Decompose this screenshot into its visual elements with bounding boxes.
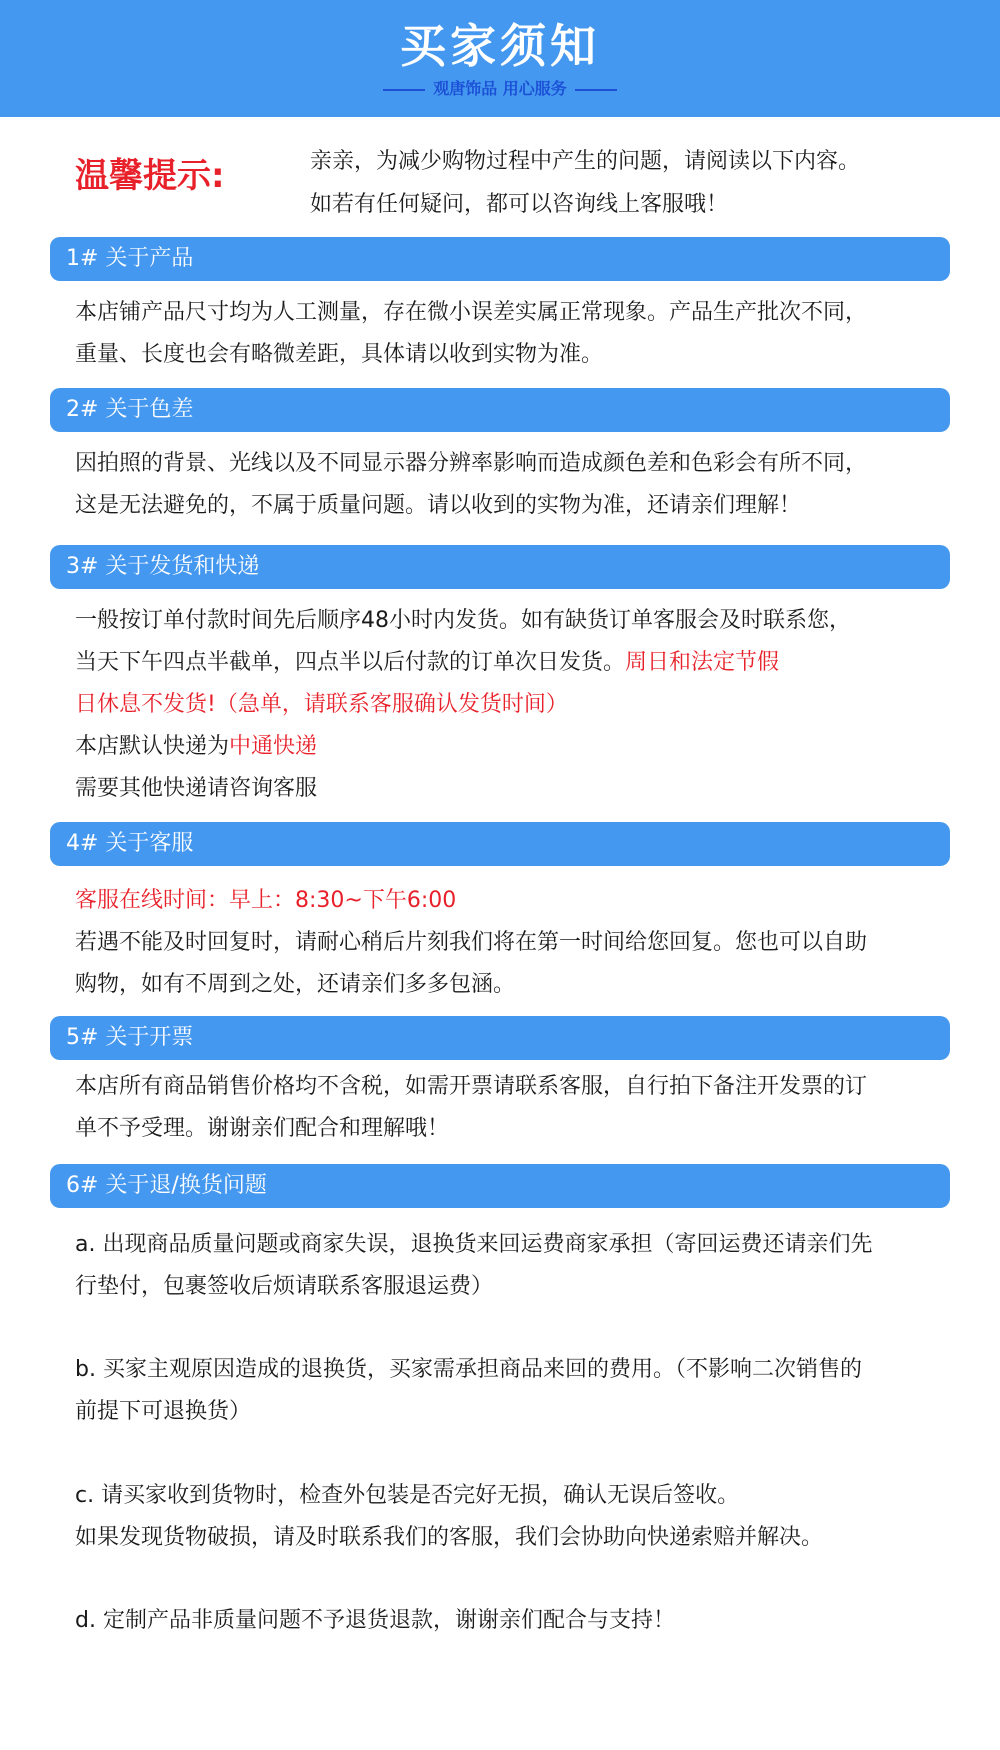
body-line: d. 定制产品非质量问题不予退货退款，谢谢亲们配合与支持！ bbox=[75, 1608, 675, 1633]
body-line: 因拍照的背景、光线以及不同显示器分辨率影响而造成颜色差和色彩会有所不同， bbox=[75, 451, 868, 476]
returns-item-a bbox=[75, 1224, 955, 1308]
body-line: 单不予受理。谢谢亲们配合和理解哦！ bbox=[75, 1116, 450, 1141]
section-header-returns: 6# 关于退/换货问题 bbox=[50, 1164, 950, 1208]
holiday-notice-cont: 日休息不发货!（急单，请联系客服确认发货时间） bbox=[75, 692, 568, 717]
subtitle-text: 观唐饰品 用心服务 bbox=[433, 79, 567, 98]
section-body-product bbox=[75, 292, 955, 376]
tip-text bbox=[310, 140, 860, 226]
section-header-shipping: 3# 关于发货和快递 bbox=[50, 545, 950, 589]
courier-name: 中通快递 bbox=[229, 734, 318, 759]
body-line: 重量、长度也会有略微差距，具体请以收到实物为准。 bbox=[75, 342, 604, 367]
body-line bbox=[75, 642, 955, 684]
tip-line: 如若有任何疑问，都可以咨询线上客服哦！ bbox=[310, 192, 729, 217]
tip-label: 温馨提示: bbox=[75, 156, 225, 196]
body-line: 本店所有商品销售价格均不含税，如需开票请联系客服，自行拍下备注开发票的订 bbox=[75, 1074, 868, 1099]
section-body-invoice bbox=[75, 1066, 955, 1150]
returns-item-c bbox=[75, 1475, 955, 1559]
body-text: 当天下午四点半截单，四点半以后付款的订单次日发货。 bbox=[75, 650, 626, 675]
returns-item-d bbox=[75, 1600, 955, 1642]
body-line: a. 出现商品质量问题或商家失误，退换货来回运费商家承担（寄回运费还请亲们先 bbox=[75, 1232, 873, 1257]
body-line: 这是无法避免的，不属于质量问题。请以收到的实物为准，还请亲们理解！ bbox=[75, 493, 802, 518]
body-line: 需要其他快递请咨询客服 bbox=[75, 776, 318, 801]
service-hours: 客服在线时间：早上：8:30~下午6:00 bbox=[75, 888, 457, 913]
section-body-service bbox=[75, 880, 955, 1006]
section-header-invoice: 5# 关于开票 bbox=[50, 1016, 950, 1060]
header-banner bbox=[0, 0, 1000, 117]
page-subtitle bbox=[0, 76, 1000, 99]
body-line: 本店铺产品尺寸均为人工测量，存在微小误差实属正常现象。产品生产批次不同， bbox=[75, 300, 868, 325]
body-line: c. 请买家收到货物时，检查外包装是否完好无损，确认无误后签收。 bbox=[75, 1483, 740, 1508]
tip-line: 亲亲，为减少购物过程中产生的问题，请阅读以下内容。 bbox=[310, 149, 861, 174]
body-line: 若遇不能及时回复时，请耐心稍后片刻我们将在第一时间给您回复。您也可以自助 bbox=[75, 930, 868, 955]
body-line: 购物，如有不周到之处，还请亲们多多包涵。 bbox=[75, 972, 516, 997]
subtitle-line-left bbox=[383, 89, 425, 91]
body-line bbox=[75, 726, 955, 768]
page-title: 买家须知 bbox=[400, 19, 600, 73]
section-body-color bbox=[75, 443, 955, 527]
holiday-notice: 周日和法定节假 bbox=[625, 650, 780, 675]
section-header-color: 2# 关于色差 bbox=[50, 388, 950, 432]
body-text: 本店默认快递为 bbox=[75, 734, 230, 759]
body-line: b. 买家主观原因造成的退换货，买家需承担商品来回的费用。（不影响二次销售的 bbox=[75, 1357, 862, 1382]
section-header-product: 1# 关于产品 bbox=[50, 237, 950, 281]
subtitle-line-right bbox=[575, 89, 617, 91]
body-line: 一般按订单付款时间先后顺序48小时内发货。如有缺货订单客服会及时联系您， bbox=[75, 608, 851, 633]
body-line: 前提下可退换货） bbox=[75, 1399, 252, 1424]
body-line: 如果发现货物破损，请及时联系我们的客服，我们会协助向快递索赔并解决。 bbox=[75, 1525, 824, 1550]
returns-item-b bbox=[75, 1349, 955, 1433]
body-line: 行垫付，包裹签收后烦请联系客服退运费） bbox=[75, 1274, 494, 1299]
section-body-shipping bbox=[75, 600, 955, 810]
section-header-service: 4# 关于客服 bbox=[50, 822, 950, 866]
